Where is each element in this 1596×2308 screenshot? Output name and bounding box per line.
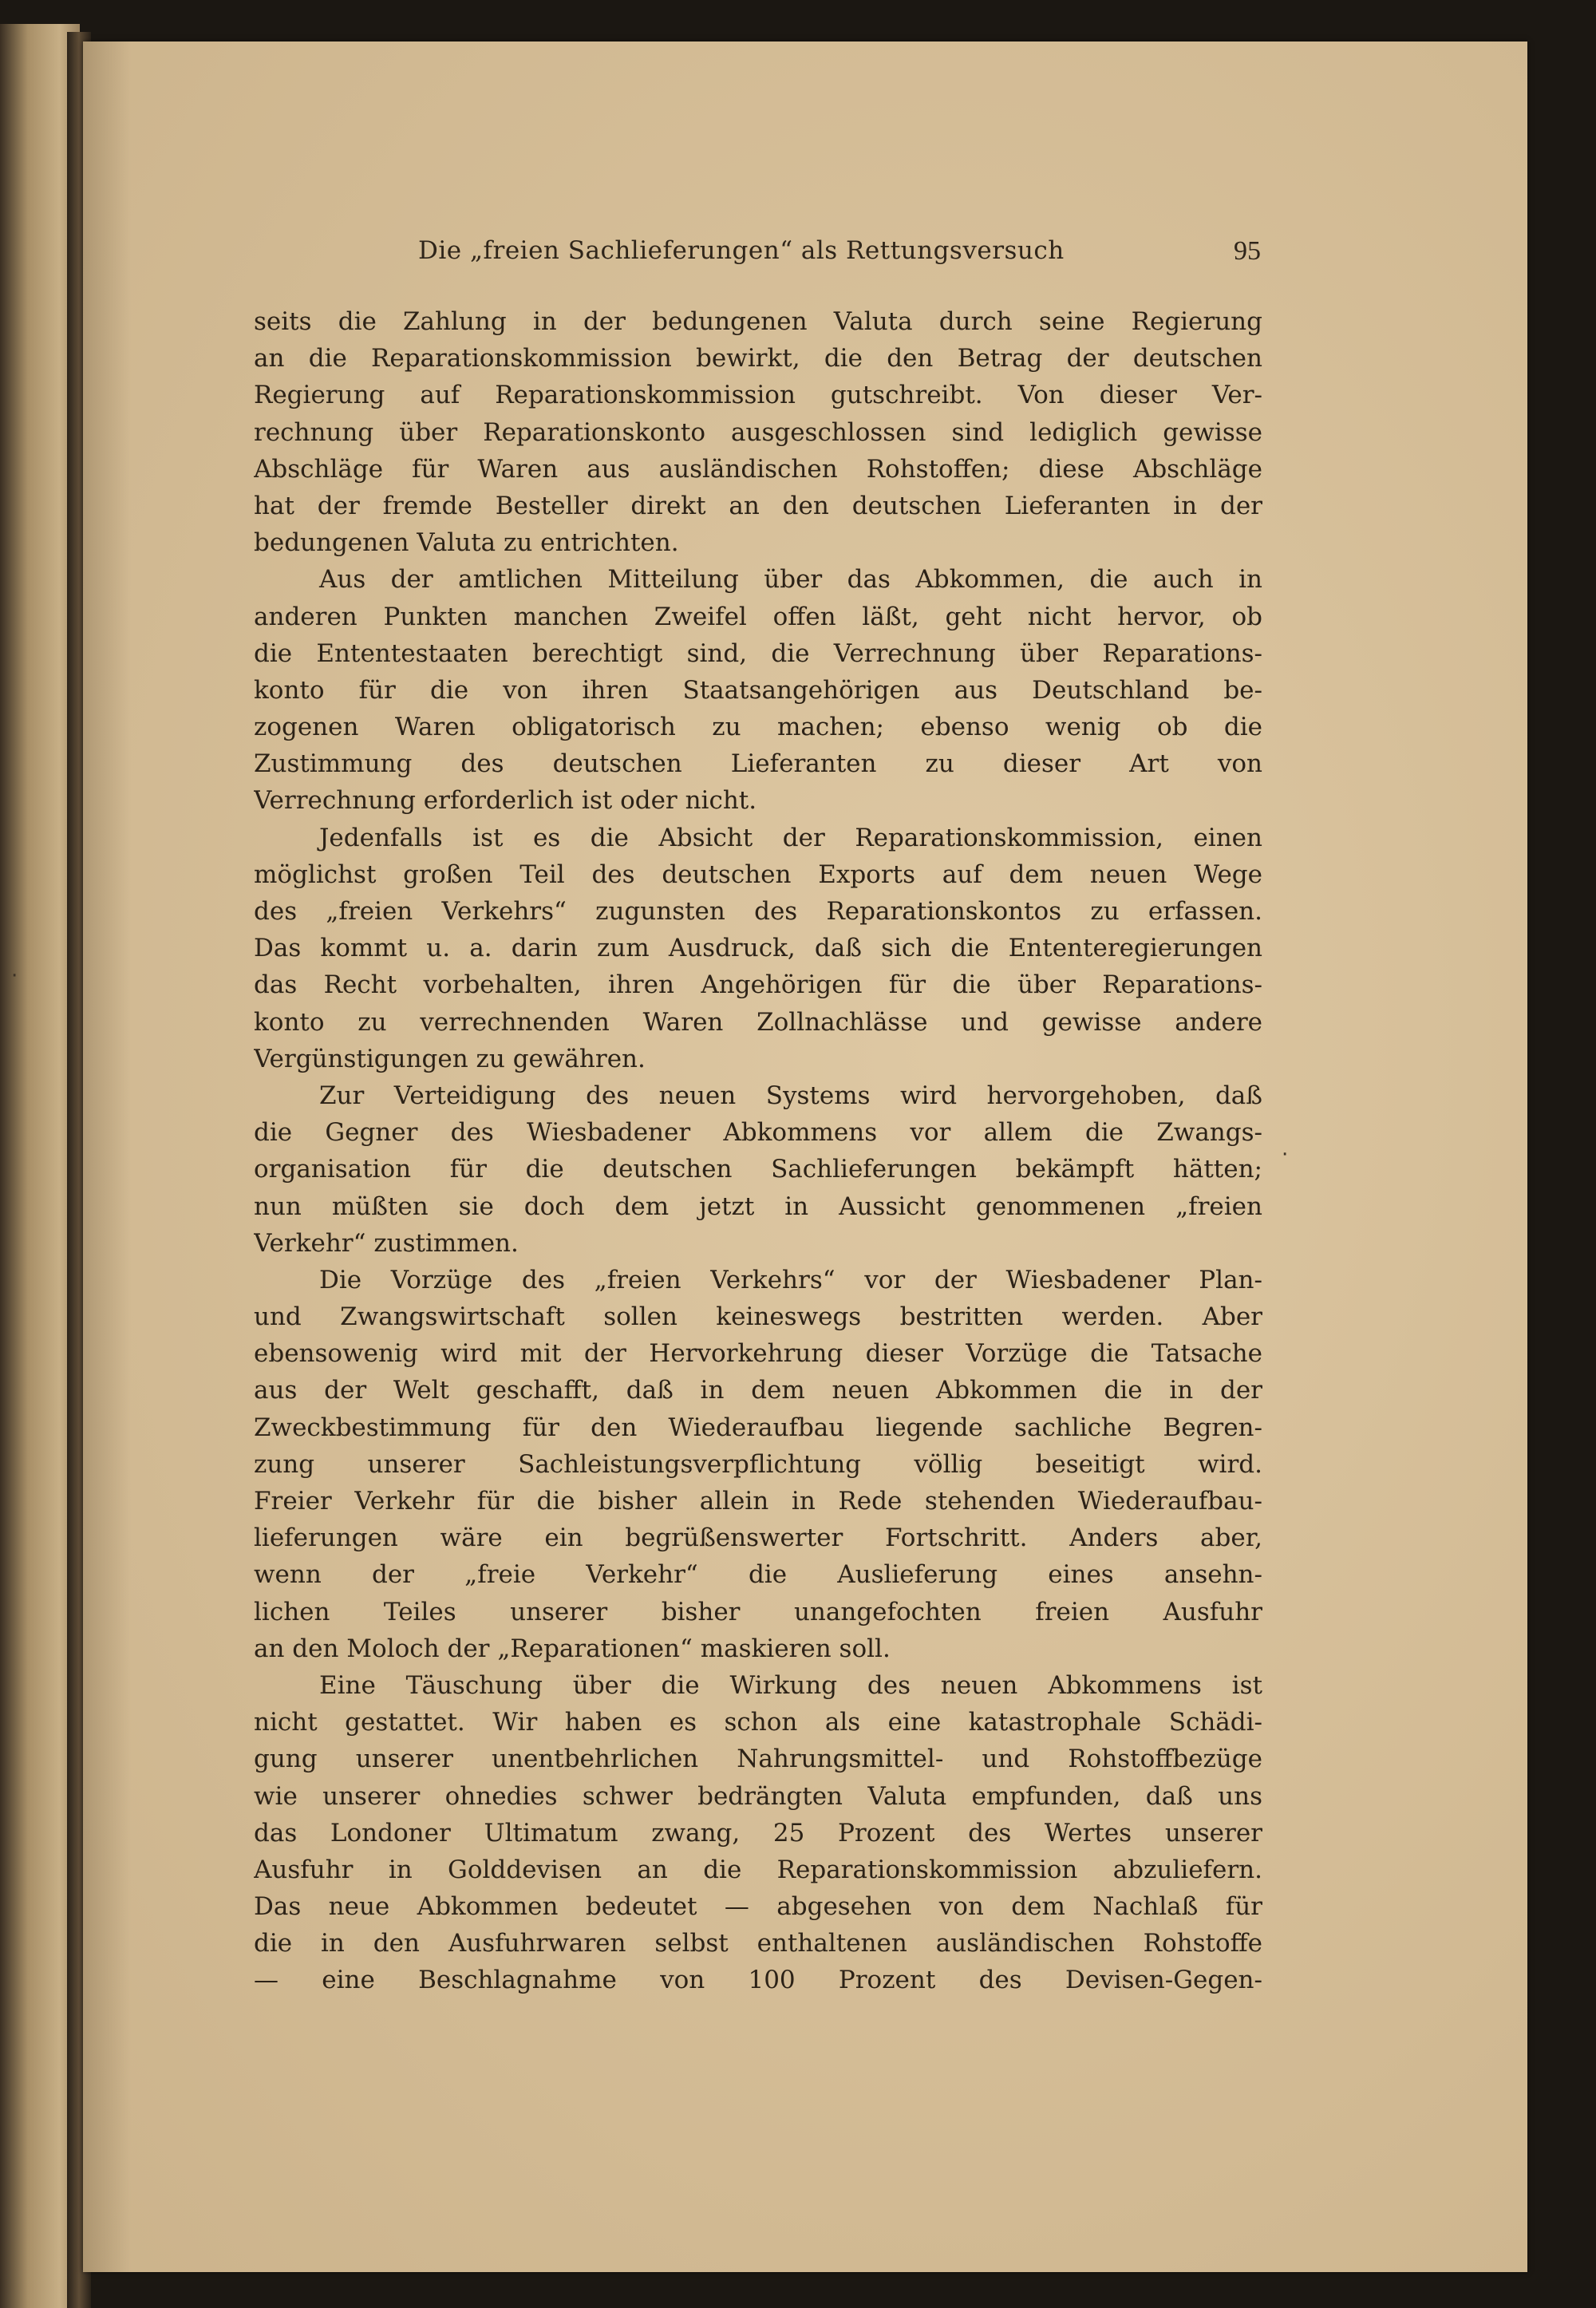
margin-dot: ·: [11, 964, 18, 988]
text-line: Verkehr“ zustimmen.: [254, 1228, 519, 1258]
text-line: Regierung auf Reparationskommission gutschreibt. Von dieser Ver-: [254, 381, 1262, 410]
running-title: Die „freien Sachlieferungen“ als Rettungsversuch: [418, 236, 1065, 265]
text-line: Ausfuhr in Golddevisen an die Reparationskommission abzuliefern.: [254, 1855, 1262, 1884]
text-line: wie unserer ohnedies schwer bedrängten Valuta empfunden, daß uns: [254, 1781, 1262, 1811]
text-line: seits die Zahlung in der bedungenen Valuta durch seine Regierung: [254, 307, 1262, 336]
text-line: an die Reparationskommission bewirkt, die den Betrag der deutschen: [254, 344, 1262, 373]
text-line: konto zu verrechnenden Waren Zollnachlässe und gewisse andere: [254, 1007, 1262, 1037]
text-line: Eine Täuschung über die Wirkung des neuen Abkommens ist: [319, 1670, 1262, 1700]
text-line: Zweckbestimmung für den Wiederaufbau liegende sachliche Begren-: [254, 1413, 1262, 1442]
text-line: Jedenfalls ist es die Absicht der Reparationskommission, einen: [319, 823, 1262, 852]
text-line: Verrechnung erforderlich ist oder nicht.: [254, 786, 757, 816]
text-line: ebensowenig wird mit der Hervorkehrung dieser Vorzüge die Tatsache: [254, 1339, 1262, 1369]
text-line: zogenen Waren obligatorisch zu machen; ebenso wenig ob die: [254, 713, 1262, 742]
text-line: Abschläge für Waren aus ausländischen Rohstoffen; diese Abschläge: [254, 454, 1262, 484]
text-line: lichen Teiles unserer bisher unangefochten freien Ausfuhr: [254, 1597, 1262, 1626]
text-line: möglichst großen Teil des deutschen Exports auf dem neuen Wege: [254, 860, 1262, 889]
text-line: bedungenen Valuta zu entrichten.: [254, 528, 679, 558]
text-line: des „freien Verkehrs“ zugunsten des Reparationskontos zu erfassen.: [254, 897, 1262, 926]
text-line: Die Vorzüge des „freien Verkehrs“ vor der Wiesbadener Plan-: [319, 1265, 1262, 1294]
text-line: Das neue Abkommen bedeutet — abgesehen von dem Nachlaß für: [254, 1892, 1262, 1922]
text-line: aus der Welt geschafft, daß in dem neuen Abkommen die in der: [254, 1376, 1262, 1405]
body-text: [254, 303, 1262, 1999]
text-line: konto für die von ihren Staatsangehörigen aus Deutschland be-: [254, 675, 1262, 705]
text-line: zung unserer Sachleistungsverpflichtung völlig beseitigt wird.: [254, 1449, 1262, 1479]
page-number: 95: [1234, 236, 1261, 266]
text-line: Aus der amtlichen Mitteilung über das Abkommen, die auch in: [319, 565, 1262, 595]
text-line: organisation für die deutschen Sachlieferungen bekämpft hätten;: [254, 1155, 1262, 1184]
text-line: die Ententestaaten berechtigt sind, die Verrechnung über Reparations-: [254, 638, 1262, 668]
text-line: Zur Verteidigung des neuen Systems wird hervorgehoben, daß: [319, 1081, 1262, 1110]
text-line: das Londoner Ultimatum zwang, 25 Prozent des Wertes unserer: [254, 1818, 1262, 1848]
text-line: lieferungen wäre ein begrüßenswerter Fortschritt. Anders aber,: [254, 1524, 1262, 1553]
text-line: an den Moloch der „Reparationen“ maskieren soll.: [254, 1634, 891, 1663]
text-line: Vergünstigungen zu gewähren.: [254, 1044, 646, 1073]
text-line: Freier Verkehr für die bisher allein in Rede stehenden Wiederaufbau-: [254, 1487, 1262, 1516]
text-line: hat der fremde Besteller direkt an den deutschen Lieferanten in der: [254, 491, 1262, 520]
text-line: nicht gestattet. Wir haben es schon als eine katastrophale Schädi-: [254, 1708, 1262, 1737]
text-line: — eine Beschlagnahme von 100 Prozent des Devisen-Gegen-: [254, 1966, 1262, 1995]
text-line: Das kommt u. a. darin zum Ausdruck, daß sich die Ententeregierungen: [254, 934, 1262, 963]
page-header: [338, 236, 1261, 268]
text-line: das Recht vorbehalten, ihren Angehörigen für die über Reparations-: [254, 970, 1262, 1000]
text-line: rechnung über Reparationskonto ausgeschlossen sind lediglich gewisse: [254, 417, 1262, 447]
text-line: die Gegner des Wiesbadener Abkommens vor allem die Zwangs-: [254, 1118, 1262, 1148]
text-line: Zustimmung des deutschen Lieferanten zu dieser Art von: [254, 749, 1262, 779]
text-line: wenn der „freie Verkehr“ die Auslieferung eines ansehn-: [254, 1560, 1262, 1590]
text-line: gung unserer unentbehrlichen Nahrungsmittel- und Rohstoffbezüge: [254, 1745, 1262, 1774]
text-line: anderen Punkten manchen Zweifel offen läßt, geht nicht hervor, ob: [254, 602, 1262, 631]
text-line: die in den Ausfuhrwaren selbst enthaltenen ausländischen Rohstoffe: [254, 1929, 1262, 1958]
margin-dot: ·: [1282, 1143, 1289, 1167]
text-line: nun müßten sie doch dem jetzt in Aussicht genommenen „freien: [254, 1192, 1262, 1221]
text-line: und Zwangswirtschaft sollen keineswegs bestritten werden. Aber: [254, 1302, 1262, 1332]
